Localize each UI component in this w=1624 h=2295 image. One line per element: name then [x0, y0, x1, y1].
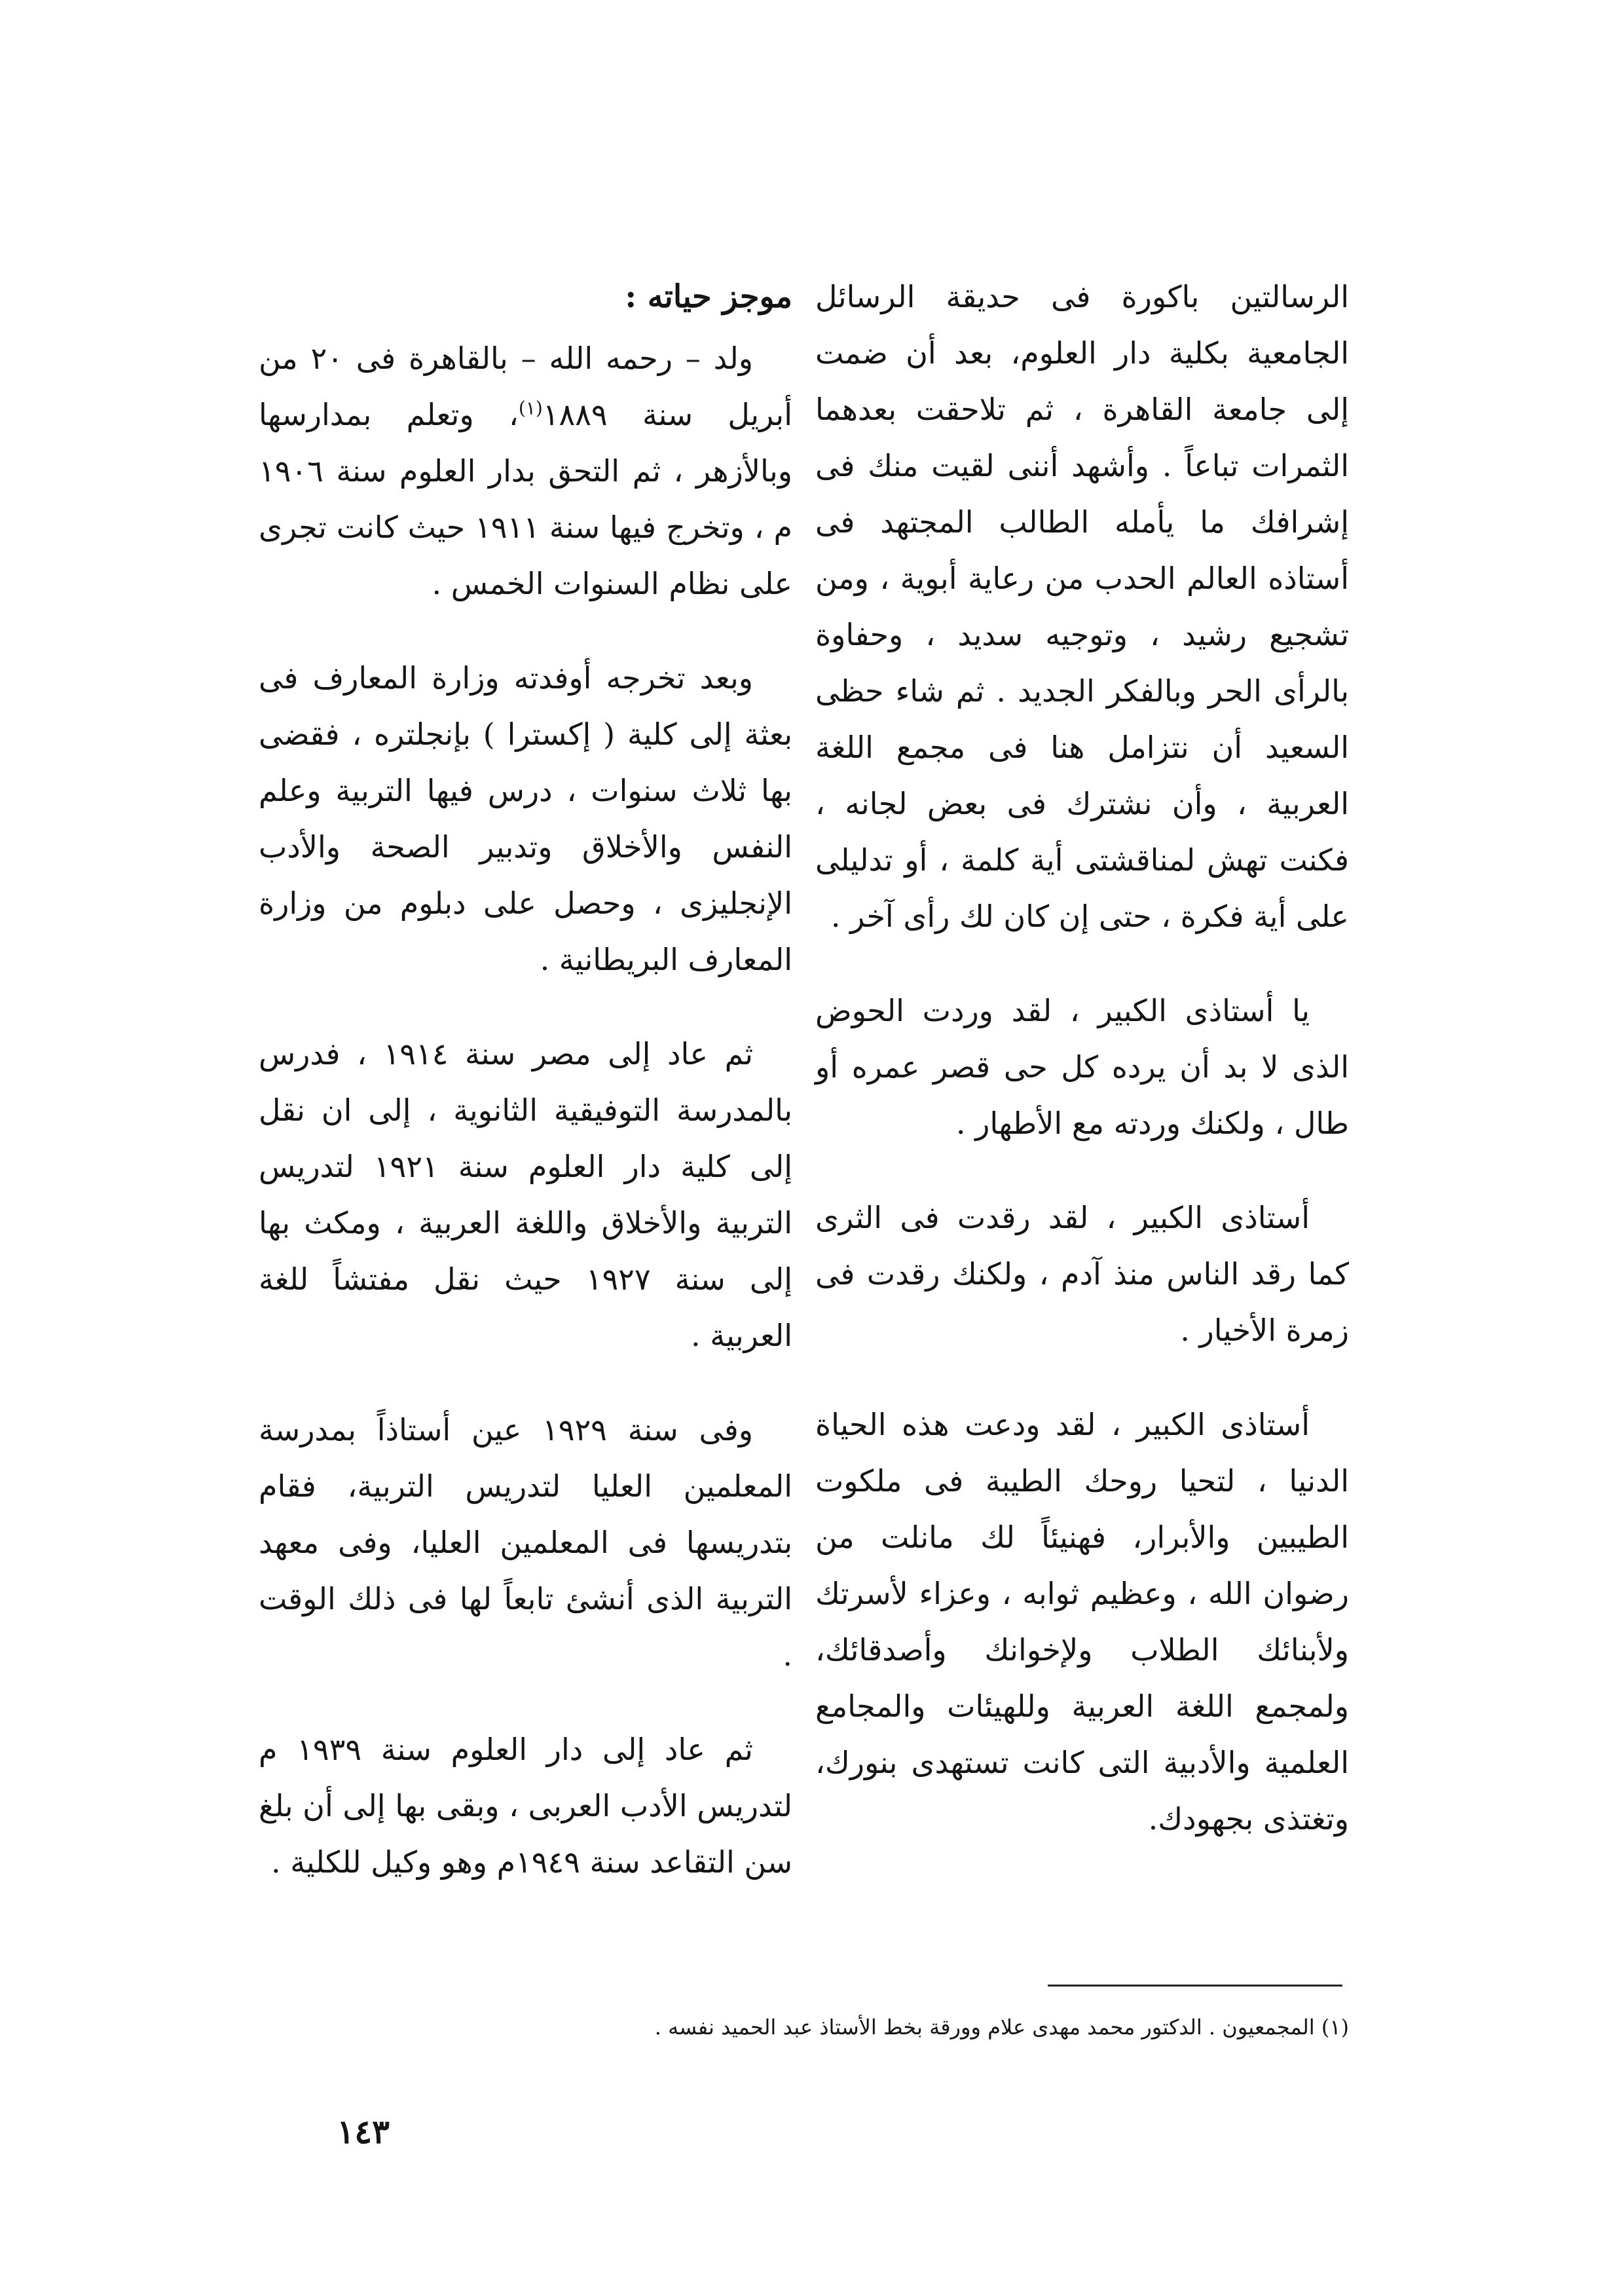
footnote: (١) المجمعيون . الدكتور محمد مهدى علام وورقة بخط الأستاذ عبد الحميد نفسه . [654, 2015, 1349, 2040]
left-paragraph-5: ثم عاد إلى دار العلوم سنة ١٩٣٩ م لتدريس الأدب العربى ، وبقى بها إلى أن بلغ سن التقاعد سنة ١٩٤٩م وهو وكيل للكلية . [259, 1732, 792, 1880]
section-heading: موجز حياته : [625, 278, 792, 315]
right-paragraph-1: الرسالتين باكورة فى حديقة الرسائل الجامعية بكلية دار العلوم، بعد أن ضمت إلى جامعة القاهرة ، ثم تلاحقت بعدهما الثمرات تباعاً . وأشهد أننى لقيت منك فى إشرافك ما يأمله الطالب المجتهد فى أستاذه العالم الحدب من رعاية أبوية ، ومن تشجيع رشيد ، وتوجيه سديد ، وحفاوة بالرأى الحر وبالفكر الجديد . ثم شاء حظى السعيد أن نتزامل هنا فى مجمع اللغة العربية ، وأن نشترك فى بعض لجانه ، فكنت تهش لمناقشتى أية كلمة ، أو تدليلى على أية فكرة ، حتى إن كان لك رأى آخر . [815, 279, 1349, 934]
birth-text-start: ولد – رحمه الله – بالقاهرة فى ٢٠ من أبريل سنة ١٨٨٩ [259, 341, 792, 432]
footnote-divider [1048, 1985, 1342, 1987]
left-paragraph-4: وفى سنة ١٩٢٩ عين أستاذاً بمدرسة المعلمين العليا لتدريس التربية، فقام بتدريسها فى المعلمين العليا، وفى معهد التربية الذى أنشئ تابعاً لها فى ذلك الوقت . [259, 1412, 792, 1673]
left-paragraph-3: ثم عاد إلى مصر سنة ١٩١٤ ، فدرس بالمدرسة التوفيقية الثانوية ، إلى ان نقل إلى كلية دار العلوم سنة ١٩٢١ لتدريس التربية والأخلاق واللغة العربية ، ومكث بها إلى سنة ١٩٢٧ حيث نقل مفتشاً للغة العربية . [259, 1036, 793, 1353]
right-column [815, 269, 1349, 1885]
left-paragraph-2: وبعد تخرجه أوفدته وزارة المعارف فى بعثة إلى كلية ( إكسترا ) بإنجلتره ، فقضى بها ثلاث سنوات ، درس فيها التربية وعلم النفس والأخلاق وتدبير الصحة والأدب الإنجليزى ، وحصل على دبلوم من وزارة المعارف البريطانية . [259, 660, 792, 977]
right-paragraph-4: أستاذى الكبير ، لقد ودعت هذه الحياة الدنيا ، لتحيا روحك الطيبة فى ملكوت الطيبين والأبرار، فهنيئاً لك مانلت من رضوان الله ، وعظيم ثوابه ، وعزاء لأسرتك ولأبنائك الطلاب ولإخوانك وأصدقائك، ولمجمع اللغة العربية وللهيئات والمجامع العلمية والأدبية التى كانت تستهدى بنورك، وتغتذى بجهودك. [815, 1407, 1349, 1837]
birth-paragraph [259, 330, 792, 612]
page-number: ١٤٣ [337, 2112, 390, 2151]
right-paragraph-2: يا أستاذى الكبير ، لقد وردت الحوض الذى لا بد أن يرده كل حى قصر عمره أو طال ، ولكنك وردته مع الأطهار . [815, 993, 1349, 1141]
left-column [259, 269, 792, 1928]
right-paragraph-3: أستاذى الكبير ، لقد رقدت فى الثرى كما رقد الناس منذ آدم ، ولكنك رقدت فى زمرة الأخيار . [815, 1200, 1349, 1348]
footnote-marker: (١) [518, 397, 543, 419]
birth-text-end: ، وتعلم بمدارسها وبالأزهر ، ثم التحق بدار العلوم سنة ١٩٠٦ م ، وتخرج فيها سنة ١٩١١ حيث كانت تجرى على نظام السنوات الخمس . [259, 397, 792, 601]
